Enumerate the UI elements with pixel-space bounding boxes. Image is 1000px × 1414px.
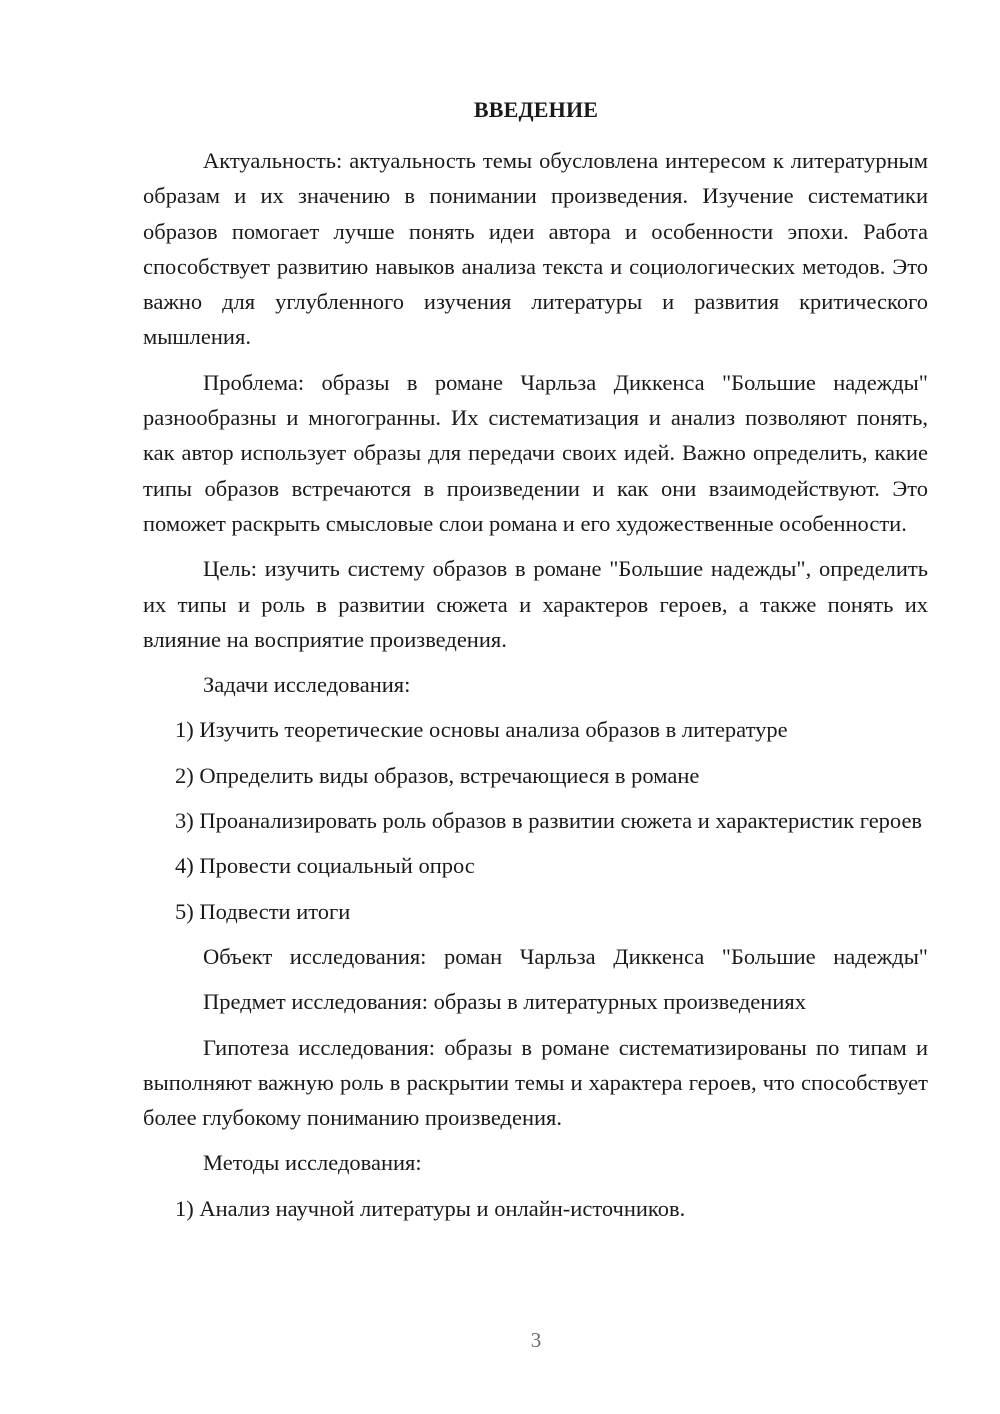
paragraph-tasks-heading: Задачи исследования: <box>203 672 411 698</box>
paragraph-problem: Проблема: образы в романе Чарльза Диккенса "Большие надежды" разнообразны и многогранны. Их систематизация и анализ позволяют понять, как автор использует образы для передачи своих идей. Важно определить, какие типы образов встречаются в произведении и как они взаимодействуют. Это поможет раскрыть смысловые слои романа и его художественные особенности. <box>143 369 928 536</box>
task-item-2: 2) Определить виды образов, встречающиеся в романе <box>175 762 700 788</box>
paragraph-object: Объект исследования: роман Чарльза Диккенса "Большие надежды" <box>203 943 928 969</box>
page-number: 3 <box>530 1328 542 1352</box>
paragraph-relevance: Актуальность: актуальность темы обусловлена интересом к литературным образам и их значению в понимании произведения. Изучение систематики образов помогает лучше понять идеи автора и особенности эпохи. Работа способствует развитию навыков анализа текста и социологических методов. Это важно для углубленного изучения литературы и развития критического мышления. <box>143 148 928 350</box>
task-item-3: 3) Проанализировать роль образов в развитии сюжета и характеристик героев <box>175 808 923 834</box>
section-title: ВВЕДЕНИЕ <box>473 97 599 122</box>
task-item-4: 4) Провести социальный опрос <box>175 853 475 879</box>
paragraph-subject: Предмет исследования: образы в литературных произведениях <box>203 989 806 1015</box>
paragraph-methods-heading: Методы исследования: <box>203 1150 422 1176</box>
method-item-1: 1) Анализ научной литературы и онлайн-источников. <box>175 1195 686 1221</box>
paragraph-goal: Цель: изучить систему образов в романе "Большие надежды", определить их типы и роль в развитии сюжета и характеров героев, а также понять их влияние на восприятие произведения. <box>143 556 928 652</box>
body-text <box>143 143 928 1236</box>
task-item-5: 5) Подвести итоги <box>175 898 351 924</box>
paragraph-hypothesis: Гипотеза исследования: образы в романе систематизированы по типам и выполняют важную роль в раскрытии темы и характера героев, что способствует более глубокому пониманию произведения. <box>143 1034 928 1131</box>
task-item-1: 1) Изучить теоретические основы анализа образов в литературе <box>175 717 788 743</box>
